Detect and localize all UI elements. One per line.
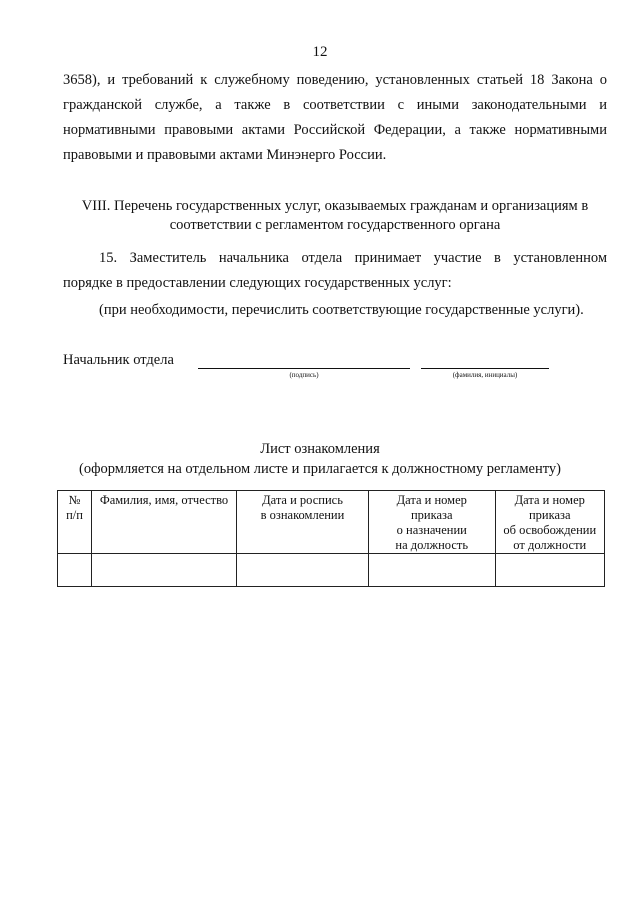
header-text: на должность (395, 538, 469, 552)
header-text: о назначении (396, 523, 467, 537)
section-heading-line: VIII. Перечень государственных услуг, оказываемых гражданам и организациям в (81, 198, 589, 214)
header-text: приказа (410, 508, 453, 522)
header-cell-dismissal (495, 491, 604, 554)
sheet-subtitle: (оформляется на отдельном листе и прилагается к должностному регламенту) (79, 461, 561, 477)
header-text: приказа (528, 508, 571, 522)
header-text: № (68, 493, 81, 507)
name-line (421, 368, 549, 369)
header-cell-appointment (368, 491, 495, 554)
header-text: Фамилия, имя, отчество (99, 493, 229, 507)
section-heading-line: соответствии с регламентом государственного органа (169, 217, 501, 233)
acknowledgment-table (57, 490, 605, 587)
text-line: 3658), и требований к служебному поведению, установленных статьей 18 Закона о (63, 72, 607, 88)
header-text: в ознакомлении (260, 508, 345, 522)
text-line: порядке в предоставлении следующих государственных услуг: (63, 275, 452, 291)
table-cell (236, 554, 368, 587)
services-note: (при необходимости, перечислить соответствующие государственные услуги). (99, 302, 584, 318)
paragraph-services (63, 246, 607, 296)
name-caption: (фамилия, инициалы) (452, 371, 518, 379)
page-number: 12 (312, 44, 328, 60)
table-header-row (58, 491, 605, 554)
header-text: об освобождении (503, 523, 597, 537)
table-cell (368, 554, 495, 587)
text-line: 15. Заместитель начальника отдела принимает участие в установленном (99, 250, 607, 266)
paragraph-legal-basis (63, 68, 607, 168)
signature-line (198, 368, 410, 369)
header-text: Дата и роспись (262, 493, 343, 507)
text-line: гражданской службе, а также в соответствии с иными законодательными и (63, 97, 607, 113)
signature-label: Начальник отдела (63, 352, 174, 368)
table-row (58, 554, 605, 587)
header-text: п/п (66, 508, 83, 522)
header-cell-signature (236, 491, 368, 554)
header-text: от должности (513, 538, 587, 552)
text-line: нормативными правовыми актами Российской Федерации, а также нормативными (63, 122, 607, 138)
signature-caption: (подпись) (289, 371, 319, 379)
table-cell (58, 554, 92, 587)
section-heading (63, 197, 607, 235)
header-cell-number (58, 491, 92, 554)
sheet-title: Лист ознакомления (260, 441, 380, 457)
header-text: Дата и номер (514, 493, 585, 507)
text-line: правовыми и правовыми актами Минэнерго России. (63, 147, 387, 163)
header-cell-name (92, 491, 237, 554)
table-cell (92, 554, 237, 587)
header-text: Дата и номер (396, 493, 467, 507)
table-cell (495, 554, 604, 587)
